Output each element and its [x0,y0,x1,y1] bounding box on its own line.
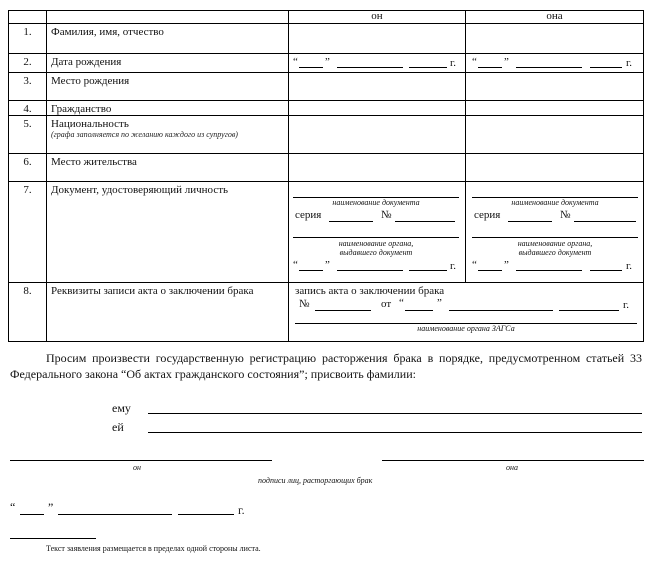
table-row [9,182,644,283]
he-citizenship-field[interactable] [289,101,466,116]
open-quote: “ [472,56,477,68]
she-birth-place-field[interactable] [466,73,644,101]
close-quote: ” [325,259,330,271]
row-number: 6. [9,154,47,182]
year-mark: г. [450,57,457,69]
she-identity-document-field[interactable] [466,182,644,283]
applicant-data-table [8,10,644,342]
row-number: 7. [9,182,47,283]
signature-she-caption: она [506,463,518,472]
she-full-name-field[interactable] [466,24,644,54]
she-nationality-field[interactable] [466,116,644,154]
row-label-full-name: Фамилия, имя, отчество [47,24,289,54]
year-mark: г. [238,503,245,517]
date-day-field[interactable] [20,514,44,515]
org-caption-2: выдавшего документ [339,248,413,257]
row-number: 3. [9,73,47,101]
registry-office-caption: наименование органа ЗАГСа [417,324,515,333]
footnote: Текст заявления размещается в пределах одной стороны листа. [46,544,261,553]
close-quote: ” [437,297,442,309]
nationality-label: Национальность [51,118,129,130]
row-number: 4. [9,101,47,116]
she-birth-date-field[interactable] [466,54,644,73]
doc-caption: наименование документа [332,198,420,207]
row-label-nationality [47,116,289,154]
org-caption-2: выдавшего документ [518,248,592,257]
header-number [9,11,47,24]
org-caption-1: наименование органа, [517,239,593,248]
open-quote: “ [293,56,298,68]
header-label [47,11,289,24]
open-quote: “ [293,259,298,271]
header-he: он [289,11,466,24]
table-row [9,116,644,154]
number-sign: № [381,209,392,221]
footnote-divider [10,538,96,539]
row-label-birth-place: Место рождения [47,73,289,101]
he-birth-date-field[interactable] [289,54,466,73]
row-label-marriage-record: Реквизиты записи акта о заключении брака [47,283,289,342]
row-label-identity-document: Документ, удостоверяющий личность [47,182,289,283]
marriage-record-title: запись акта о заключении брака [295,285,445,297]
he-birth-place-field[interactable] [289,73,466,101]
he-full-name-field[interactable] [289,24,466,54]
row-number: 2. [9,54,47,73]
header-she: она [466,11,644,24]
row-number: 1. [9,24,47,54]
row-label-citizenship: Гражданство [47,101,289,116]
he-nationality-field[interactable] [289,116,466,154]
doc-caption: наименование документа [511,198,599,207]
close-quote: ” [325,56,330,68]
row-number: 5. [9,116,47,154]
row-number: 8. [9,283,47,342]
table-row [9,73,644,101]
he-identity-document-field[interactable] [289,182,466,283]
signature-he-caption: он [133,463,141,472]
close-quote: ” [504,259,509,271]
row-label-residence: Место жительства [47,154,289,182]
surname-him-field[interactable] [148,413,642,414]
marriage-record-field[interactable] [289,283,644,342]
table-row [9,283,644,342]
surname-her-field[interactable] [148,432,642,433]
close-quote: ” [504,56,509,68]
org-caption-1: наименование органа, [338,239,414,248]
year-mark: г. [626,57,633,69]
table-row [9,101,644,116]
series-label: серия [295,209,322,221]
nationality-note: (графа заполняется по желанию каждого из супругов) [51,130,238,139]
she-residence-field[interactable] [466,154,644,182]
date-month-field[interactable] [58,514,172,515]
surname-her-label: ей [112,420,124,434]
number-sign: № [299,298,310,310]
series-label: серия [474,209,501,221]
table-row [9,154,644,182]
surname-him-label: ему [112,401,131,415]
table-row [9,24,644,54]
table-header-row [9,11,644,24]
year-mark: г. [450,260,457,272]
table-row [9,54,644,73]
open-quote: “ [472,259,477,271]
open-quote: “ [399,297,404,309]
date-year-field[interactable] [178,514,234,515]
from-label: от [381,298,392,310]
open-quote: “ [10,500,16,514]
request-text: Просим произвести государственную регистрацию расторжения брака в порядке, предусмотренном статьей 33 Федерального закона “Об актах гражданского состояния”; присвоить фамилии: [10,351,642,381]
signature-he-field[interactable] [10,460,272,461]
signature-she-field[interactable] [382,460,644,461]
she-citizenship-field[interactable] [466,101,644,116]
year-mark: г. [623,299,630,311]
close-quote: ” [48,500,54,514]
number-sign: № [560,209,571,221]
year-mark: г. [626,260,633,272]
row-label-birth-date: Дата рождения [47,54,289,73]
he-residence-field[interactable] [289,154,466,182]
signatures-caption: подписи лиц, расторгающих брак [258,476,373,485]
